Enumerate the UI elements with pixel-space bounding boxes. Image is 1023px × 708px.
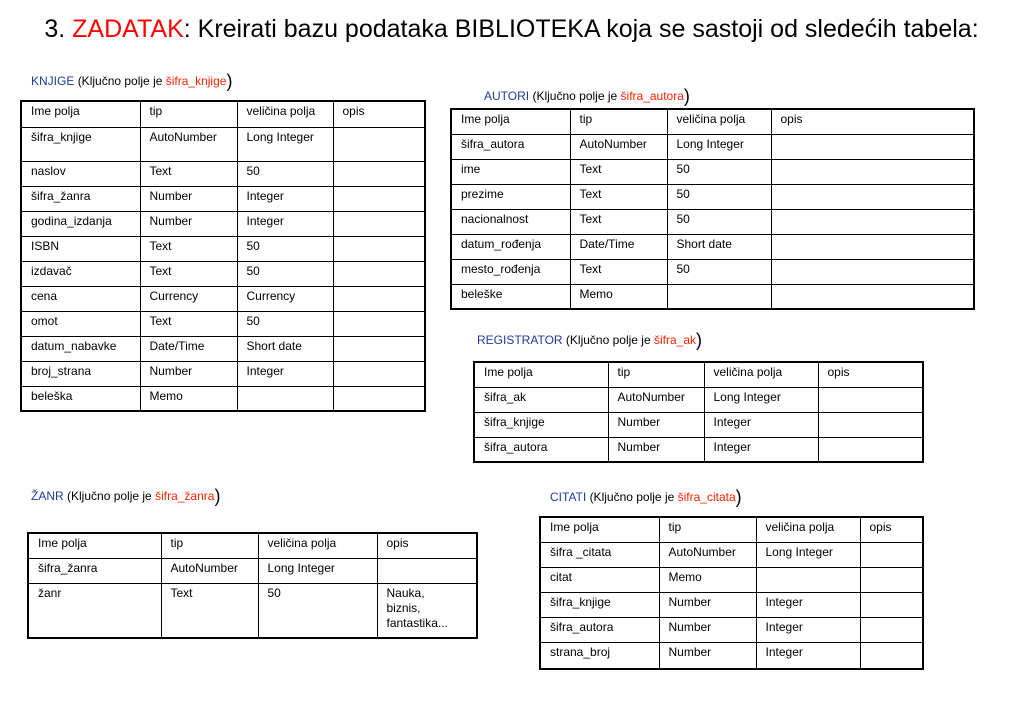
table-row	[540, 617, 923, 642]
table-cell: 50	[237, 161, 333, 186]
table-cell: Text	[140, 311, 237, 336]
table-cell: Integer	[756, 592, 860, 617]
knjige-caption	[31, 71, 232, 92]
table-cell	[818, 387, 923, 412]
citati-paren: )	[735, 487, 742, 507]
table-cell	[333, 211, 425, 236]
column-header: opis	[377, 533, 477, 558]
table-row	[474, 437, 923, 462]
table-cell: Integer	[704, 437, 818, 462]
table-cell: cena	[21, 286, 140, 311]
table-cell	[237, 386, 333, 411]
table-cell: Number	[140, 186, 237, 211]
table-row	[540, 592, 923, 617]
table-row	[21, 361, 425, 386]
zanr-header-row	[28, 533, 477, 558]
table-cell: izdavač	[21, 261, 140, 286]
table-cell: omot	[21, 311, 140, 336]
table-row	[21, 161, 425, 186]
table-row	[474, 412, 923, 437]
table-row	[451, 259, 974, 284]
table-row	[540, 542, 923, 567]
table-row	[21, 186, 425, 211]
table-cell	[333, 236, 425, 261]
table-cell: datum_rođenja	[451, 234, 570, 259]
table-cell: Text	[570, 209, 667, 234]
column-header: veličina polja	[756, 517, 860, 542]
table-row	[451, 184, 974, 209]
table-cell: žanr	[28, 583, 161, 638]
table-cell: Integer	[704, 412, 818, 437]
table-row	[21, 211, 425, 236]
table-cell	[860, 592, 923, 617]
column-header: tip	[608, 362, 704, 387]
table-row	[21, 286, 425, 311]
zanr-table	[27, 532, 478, 639]
table-cell: mesto_rođenja	[451, 259, 570, 284]
table-cell: naslov	[21, 161, 140, 186]
table-cell: Short date	[237, 336, 333, 361]
table-cell: ISBN	[21, 236, 140, 261]
autori-paren: )	[683, 86, 690, 106]
table-cell: Memo	[570, 284, 667, 309]
table-cell: Long Integer	[667, 134, 771, 159]
knjige-header-row	[21, 101, 425, 127]
table-cell	[667, 284, 771, 309]
table-cell: 50	[667, 184, 771, 209]
table-cell	[860, 542, 923, 567]
table-cell: ime	[451, 159, 570, 184]
column-header: opis	[771, 109, 974, 134]
table-row	[451, 234, 974, 259]
table-cell: beleške	[451, 284, 570, 309]
table-cell: strana_broj	[540, 642, 659, 669]
column-header: tip	[659, 517, 756, 542]
autori-key-label: (Ključno polje je	[532, 89, 618, 103]
table-cell	[333, 186, 425, 211]
table-cell: 50	[667, 259, 771, 284]
table-cell: Number	[659, 617, 756, 642]
citati-table	[539, 516, 924, 670]
autori-table	[450, 108, 975, 310]
registrator-paren: )	[696, 330, 703, 350]
page-title	[0, 14, 1023, 44]
table-cell	[333, 311, 425, 336]
table-cell: Text	[570, 259, 667, 284]
title-keyword: ZADATAK	[72, 15, 184, 43]
table-cell	[333, 161, 425, 186]
table-cell: Text	[161, 583, 258, 638]
column-header: tip	[161, 533, 258, 558]
table-cell: Number	[659, 642, 756, 669]
table-row	[451, 134, 974, 159]
table-cell: Text	[570, 159, 667, 184]
table-cell: AutoNumber	[140, 127, 237, 161]
table-cell: Currency	[140, 286, 237, 311]
column-header: tip	[140, 101, 237, 127]
table-cell: AutoNumber	[161, 558, 258, 583]
table-cell: Text	[140, 161, 237, 186]
column-header: tip	[570, 109, 667, 134]
table-cell: Text	[140, 261, 237, 286]
table-cell: šifra_knjige	[21, 127, 140, 161]
table-row	[21, 386, 425, 411]
table-row	[21, 261, 425, 286]
table-cell: Short date	[667, 234, 771, 259]
table-cell: Number	[140, 211, 237, 236]
column-header: Ime polja	[474, 362, 608, 387]
table-cell: AutoNumber	[659, 542, 756, 567]
citati-table-name: CITATI	[550, 490, 587, 504]
citati-key-field: šifra_citata	[677, 490, 736, 504]
table-cell	[771, 134, 974, 159]
citati-key-label: (Ključno polje je	[589, 490, 675, 504]
registrator-caption	[477, 330, 702, 351]
registrator-header-row	[474, 362, 923, 387]
table-cell: Integer	[237, 361, 333, 386]
table-cell: datum_nabavke	[21, 336, 140, 361]
table-cell	[377, 558, 477, 583]
table-cell: 50	[667, 159, 771, 184]
table-cell: 50	[667, 209, 771, 234]
table-cell	[333, 361, 425, 386]
table-cell: Number	[140, 361, 237, 386]
table-cell: nacionalnost	[451, 209, 570, 234]
table-cell	[771, 284, 974, 309]
knjige-key-label: (Ključno polje je	[77, 74, 163, 88]
autori-key-field: šifra_autora	[620, 89, 684, 103]
citati-caption	[550, 487, 742, 508]
table-cell: Integer	[756, 642, 860, 669]
table-cell: Long Integer	[704, 387, 818, 412]
table-row	[451, 284, 974, 309]
column-header: opis	[860, 517, 923, 542]
table-cell: 50	[237, 261, 333, 286]
column-header: veličina polja	[667, 109, 771, 134]
table-cell	[860, 567, 923, 592]
table-cell: Number	[608, 412, 704, 437]
table-cell	[771, 259, 974, 284]
table-cell: šifra_autora	[451, 134, 570, 159]
column-header: opis	[818, 362, 923, 387]
table-cell	[333, 336, 425, 361]
table-cell: godina_izdanja	[21, 211, 140, 236]
column-header: veličina polja	[704, 362, 818, 387]
table-row	[540, 642, 923, 669]
table-row	[21, 236, 425, 261]
table-cell: šifra _citata	[540, 542, 659, 567]
autori-caption	[484, 86, 690, 107]
table-cell: šifra_knjige	[540, 592, 659, 617]
table-cell: Memo	[659, 567, 756, 592]
table-cell	[818, 437, 923, 462]
table-row	[451, 209, 974, 234]
registrator-key-label: (Ključno polje je	[565, 333, 651, 347]
table-cell	[771, 234, 974, 259]
table-cell: beleška	[21, 386, 140, 411]
table-cell: Date/Time	[570, 234, 667, 259]
table-cell: šifra_autora	[540, 617, 659, 642]
table-cell: Date/Time	[140, 336, 237, 361]
table-cell	[756, 567, 860, 592]
table-cell	[860, 642, 923, 669]
table-row	[28, 583, 477, 638]
autori-header-row	[451, 109, 974, 134]
table-cell: Text	[570, 184, 667, 209]
registrator-key-field: šifra_ak	[653, 333, 697, 347]
table-row	[21, 336, 425, 361]
table-cell: AutoNumber	[570, 134, 667, 159]
column-header: Ime polja	[28, 533, 161, 558]
table-cell: Long Integer	[258, 558, 377, 583]
table-cell: šifra_žanra	[21, 186, 140, 211]
table-cell	[771, 209, 974, 234]
table-cell: šifra_žanra	[28, 558, 161, 583]
table-cell: citat	[540, 567, 659, 592]
table-cell	[818, 412, 923, 437]
table-row	[28, 558, 477, 583]
table-cell: Integer	[756, 617, 860, 642]
table-cell: šifra_knjige	[474, 412, 608, 437]
zanr-key-label: (Ključno polje je	[67, 489, 152, 503]
table-cell: broj_strana	[21, 361, 140, 386]
table-cell: Number	[659, 592, 756, 617]
column-header: opis	[333, 101, 425, 127]
registrator-table	[473, 361, 924, 463]
zanr-table-name: ŽANR	[31, 489, 64, 503]
column-header: Ime polja	[451, 109, 570, 134]
table-cell	[333, 386, 425, 411]
zanr-caption	[31, 486, 220, 507]
table-cell	[771, 159, 974, 184]
table-cell: šifra_ak	[474, 387, 608, 412]
table-row	[451, 159, 974, 184]
table-cell: Long Integer	[756, 542, 860, 567]
title-number: 3.	[44, 15, 66, 43]
column-header: veličina polja	[237, 101, 333, 127]
autori-table-name: AUTORI	[484, 89, 530, 103]
citati-header-row	[540, 517, 923, 542]
table-cell: Nauka, biznis, fantastika...	[377, 583, 477, 638]
zanr-key-field: šifra_žanra	[155, 489, 215, 503]
table-row	[540, 567, 923, 592]
table-cell: AutoNumber	[608, 387, 704, 412]
table-cell: Long Integer	[237, 127, 333, 161]
knjige-table-name: KNJIGE	[31, 74, 75, 88]
table-row	[21, 127, 425, 161]
table-cell	[333, 286, 425, 311]
table-cell: Integer	[237, 211, 333, 236]
table-cell	[860, 617, 923, 642]
knjige-paren: )	[226, 71, 233, 91]
table-cell: Integer	[237, 186, 333, 211]
column-header: veličina polja	[258, 533, 377, 558]
column-header: Ime polja	[21, 101, 140, 127]
table-cell: Text	[140, 236, 237, 261]
table-row	[474, 387, 923, 412]
table-cell: 50	[237, 311, 333, 336]
table-row	[21, 311, 425, 336]
knjige-key-field: šifra_knjige	[165, 74, 227, 88]
title-text: : Kreirati bazu podataka BIBLIOTEKA koja se sastoji od sledećih tabela:	[183, 15, 979, 43]
knjige-table	[20, 100, 426, 412]
table-cell: prezime	[451, 184, 570, 209]
table-cell	[333, 127, 425, 161]
table-cell	[771, 184, 974, 209]
table-cell	[333, 261, 425, 286]
table-cell: 50	[258, 583, 377, 638]
table-cell: Number	[608, 437, 704, 462]
column-header: Ime polja	[540, 517, 659, 542]
registrator-table-name: REGISTRATOR	[477, 333, 563, 347]
table-cell: šifra_autora	[474, 437, 608, 462]
table-cell: Memo	[140, 386, 237, 411]
zanr-paren: )	[214, 486, 221, 506]
table-cell: Currency	[237, 286, 333, 311]
table-cell: 50	[237, 236, 333, 261]
